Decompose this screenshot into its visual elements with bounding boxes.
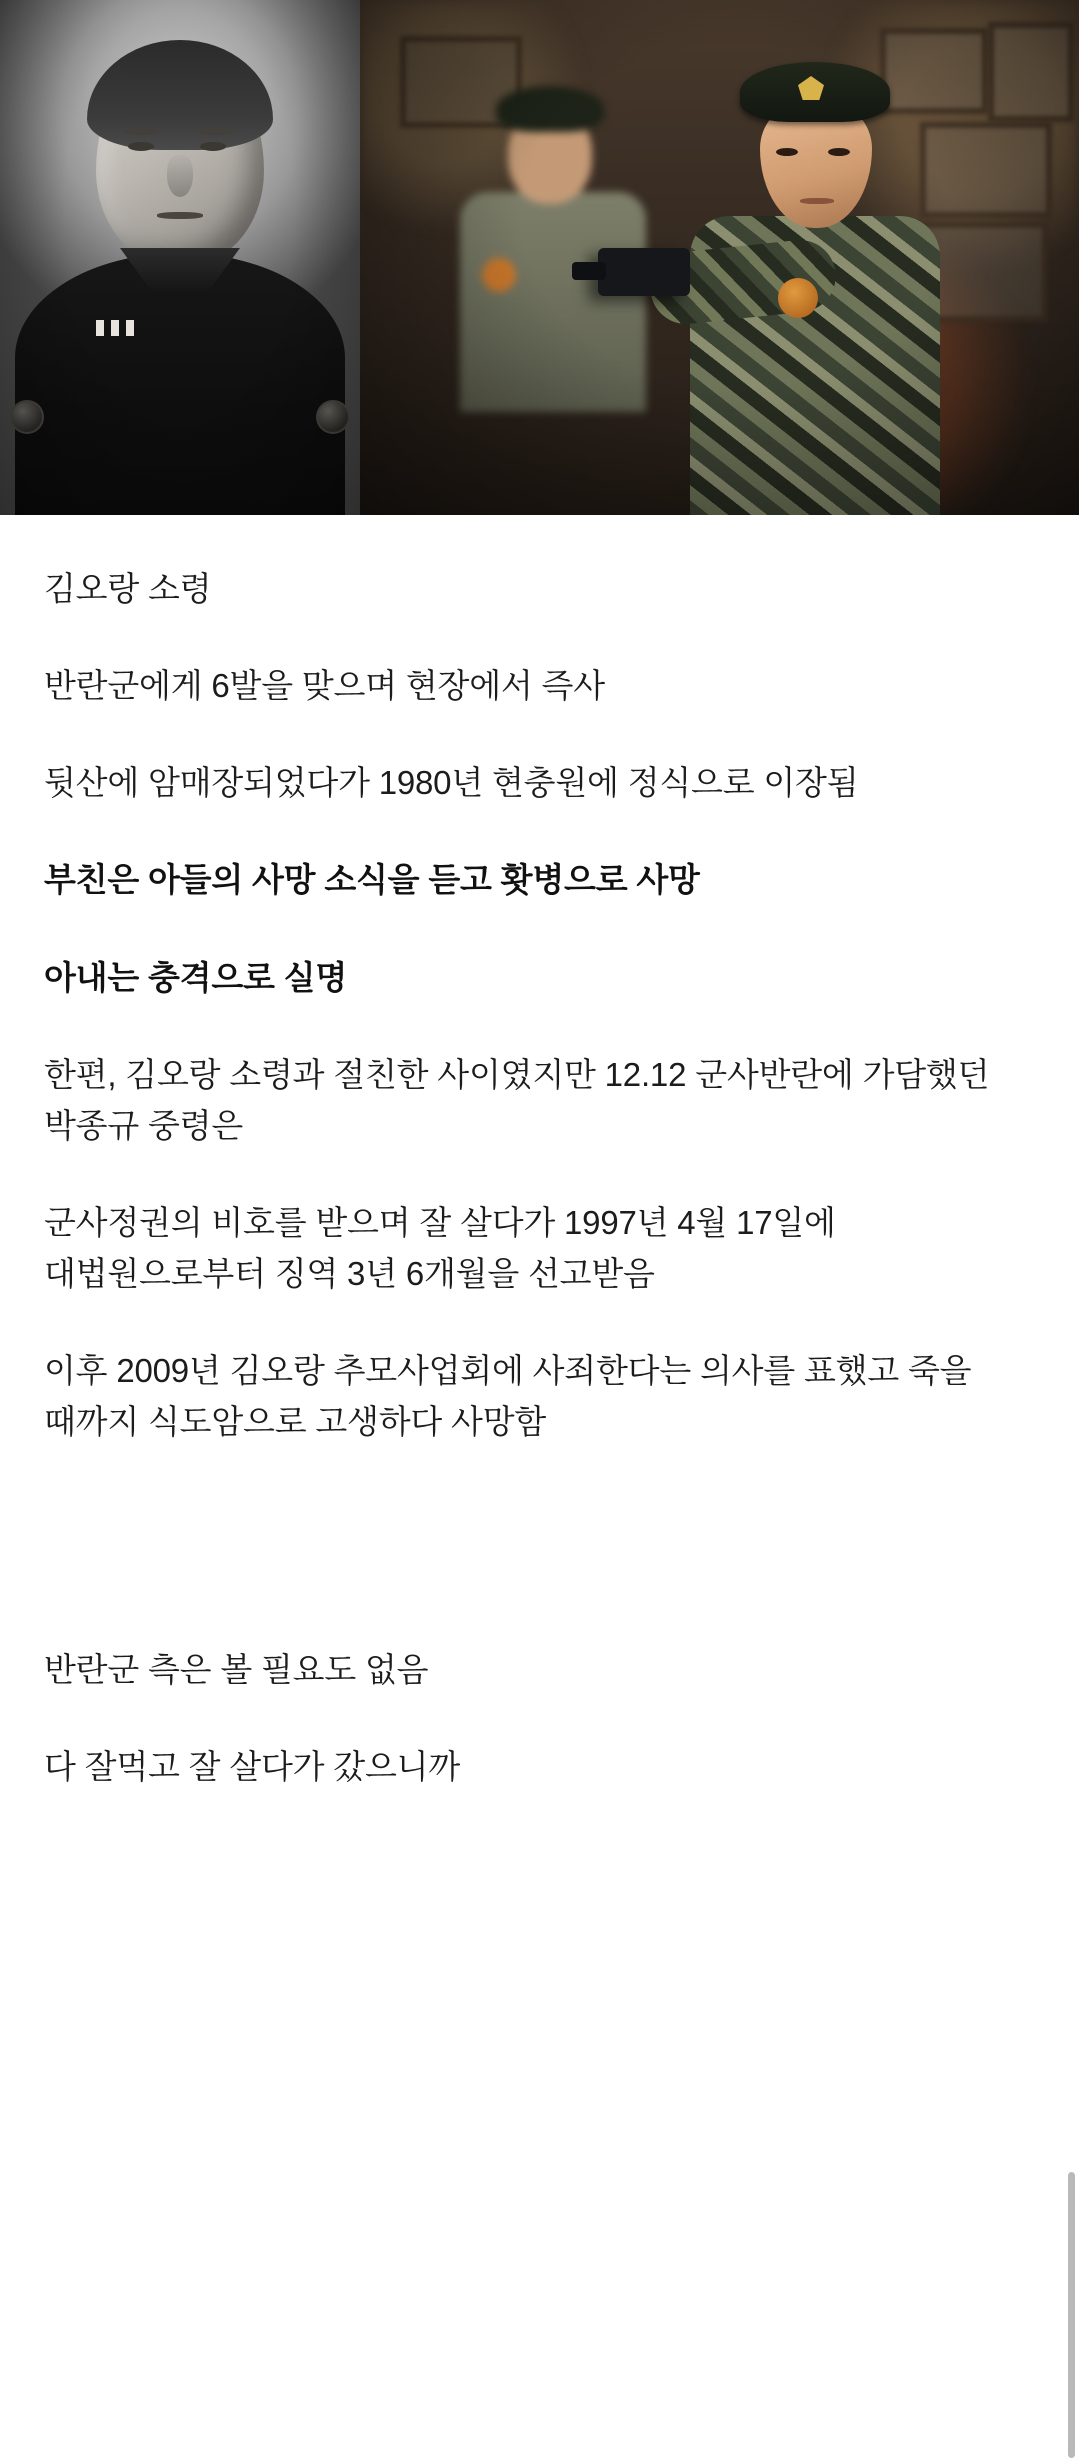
article-body [0, 515, 1079, 1792]
vertical-scrollbar[interactable] [1068, 2172, 1075, 2458]
paragraph-emphasis: 아내는 충격으로 실명 [44, 958, 348, 996]
paragraph: 반란군에게 6발을 맞으며 현장에서 즉사 [44, 667, 605, 705]
paragraph: 김오랑 소령 [44, 570, 212, 607]
paragraph: 이후 2009년 김오랑 추모사업회에 사죄한다는 의사를 표했고 죽을 때까지 식도암으로 고생하다 사망함 [44, 1352, 972, 1441]
image-row [0, 0, 1079, 515]
paragraph: 군사정권의 비호를 받으며 잘 살다가 1997년 4월 17일에 대법원으로부터 징역 3년 6개월을 선고받음 [44, 1203, 836, 1293]
paragraph-emphasis: 부친은 아들의 사망 소식을 듣고 홧병으로 사망 [44, 861, 700, 899]
content-gap [44, 1494, 1035, 1644]
scene-vignette [360, 0, 1079, 515]
paragraph: 뒷산에 암매장되었다가 1980년 현충원에 정식으로 이장됨 [44, 764, 859, 802]
paragraph: 반란군 측은 볼 필요도 없음 [44, 1650, 429, 1688]
paragraph: 한편, 김오랑 소령과 절친한 사이였지만 12.12 군사반란에 가담했던 박종규 중령은 [44, 1055, 990, 1144]
portrait-vignette [0, 0, 360, 515]
paragraph: 다 잘먹고 잘 살다가 갔으니까 [44, 1747, 461, 1785]
drama-still-photo [360, 0, 1079, 515]
historical-portrait-photo [0, 0, 360, 515]
